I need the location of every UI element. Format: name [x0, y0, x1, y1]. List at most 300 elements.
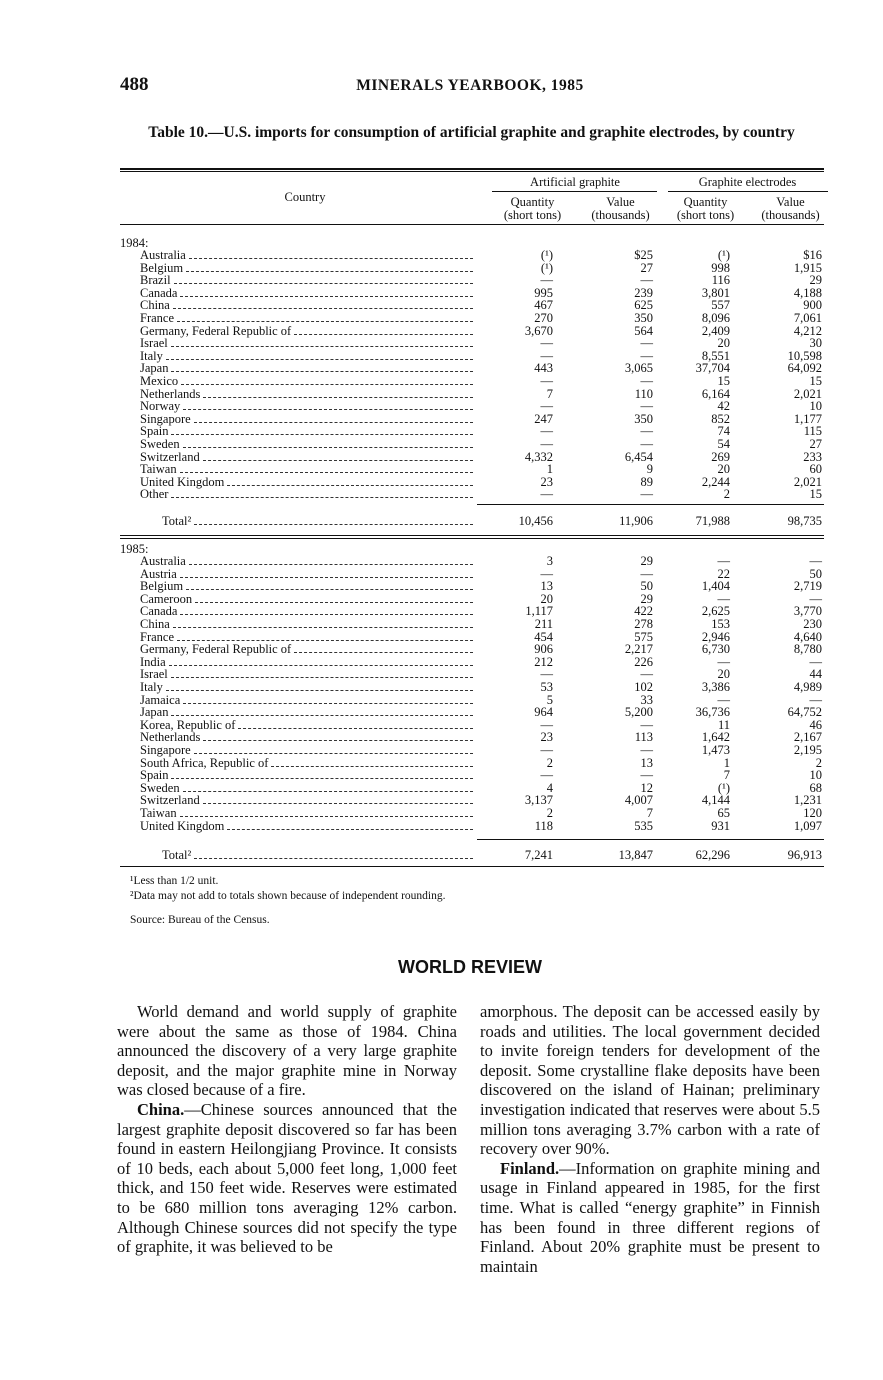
- electrodes-qty-cell: 557: [711, 298, 730, 313]
- electrodes-value-cell: 2,021: [793, 386, 822, 401]
- artificial-qty-cell: 118: [534, 818, 553, 833]
- country-name: Taiwan: [140, 462, 177, 477]
- country-name: France: [140, 629, 175, 644]
- country-name: Canada: [140, 604, 178, 619]
- leader-dots: [194, 858, 473, 859]
- paragraph: amorphous. The deposit can be accessed easily by roads and utilities. The local government decided to invite foreign tenders for development of the deposit. Some crystalline flake deposits have been discovered on the island of Hainan; preliminary investigation indicated that reserves were about 5.5 million tons averaging 3.7% carbon with a rate of recovery over 90%.: [480, 1002, 820, 1159]
- country-name: Belgium: [140, 579, 184, 594]
- leader-dots: [186, 589, 473, 590]
- leader-dots: [171, 371, 473, 372]
- table-row: [140, 807, 830, 820]
- leader-dots: [171, 778, 473, 779]
- electrodes-value-cell: 8,780: [793, 642, 822, 657]
- table-row: [140, 580, 830, 593]
- paragraph: World demand and world supply of graphite were about the same as those of 1984. China announced the discovery of a very large graphite deposit, and the major graphite mine in Norway was closed because of a fire.: [117, 1002, 457, 1100]
- electrodes-qty-cell: 1,642: [701, 730, 730, 745]
- total-rule-1984: [477, 504, 824, 505]
- col-header-country: Country: [284, 190, 326, 204]
- electrodes-value-cell: 50: [809, 566, 822, 581]
- table-row: [140, 555, 830, 568]
- leader-dots: [194, 524, 473, 525]
- electrodes-value-cell: 4,212: [793, 323, 822, 338]
- electrodes-qty-cell: 20: [717, 462, 730, 477]
- electrodes-value-cell: 1,231: [793, 793, 822, 808]
- group-underline-1: [492, 191, 657, 192]
- leader-dots: [203, 740, 473, 741]
- artificial-value-cell: 102: [634, 680, 653, 694]
- artificial-value-cell: —: [640, 717, 653, 732]
- electrodes-value-cell: 1,177: [793, 411, 822, 426]
- artificial-qty-cell: 3,670: [524, 323, 553, 338]
- electrodes-qty-cell: 74: [717, 424, 730, 439]
- total-rule-1985: [477, 839, 824, 840]
- electrodes-value-cell: 7,061: [793, 311, 822, 325]
- artificial-qty-cell: 20: [540, 591, 553, 606]
- artificial-value-cell: 575: [634, 629, 653, 644]
- year-label-1985: 1985:: [120, 542, 149, 556]
- electrodes-qty-cell: 36,736: [695, 705, 730, 720]
- val-unit: (thousands): [761, 208, 820, 222]
- electrodes-qty-cell: 2,625: [701, 604, 730, 619]
- artificial-value-cell: 9: [646, 462, 653, 477]
- leader-dots: [294, 652, 473, 653]
- paragraph-lead: China.: [137, 1099, 185, 1119]
- electrodes-value-cell: 60: [809, 462, 822, 477]
- electrodes-value-cell: 68: [809, 780, 822, 795]
- artificial-value-cell: 422: [634, 604, 653, 619]
- leader-dots: [183, 409, 473, 410]
- artificial-qty-cell: —: [540, 566, 553, 581]
- running-title: MINERALS YEARBOOK, 1985: [356, 77, 584, 94]
- electrodes-qty-cell: 71,988: [695, 514, 730, 528]
- leader-dots: [189, 258, 473, 259]
- country-name: Other: [140, 487, 169, 502]
- artificial-qty-cell: —: [540, 399, 553, 414]
- leader-dots: [173, 627, 473, 628]
- qty-label: Quantity: [510, 195, 555, 209]
- col-header-qty-2: [663, 196, 748, 222]
- leader-dots: [173, 308, 473, 309]
- table-row: [140, 274, 830, 287]
- electrodes-qty-cell: 1,473: [701, 743, 730, 757]
- electrodes-value-cell: 15: [809, 374, 822, 388]
- paragraph-body: —Chinese sources announced that the largest graphite deposit discovered so far has been found in eastern Heilongjiang Province. It consists of 10 beds, each about 5,000 feet long, 1,000 feet thick, and 150 feet wide. Reserves were estimated to be 680 million tons averaging 12% carbon. Although Chinese sources did not specify the type of graphite, it was believed to be: [117, 1099, 457, 1257]
- table-bottom-rule: [120, 866, 824, 867]
- col-group-artificial-graphite: Artificial graphite: [530, 175, 620, 189]
- country-name: United Kingdom: [140, 474, 225, 489]
- electrodes-value-cell: 1,915: [793, 260, 822, 275]
- electrodes-qty-cell: 2,946: [701, 629, 730, 644]
- source-note: Source: Bureau of the Census.: [130, 914, 270, 926]
- electrodes-qty-cell: —: [717, 591, 730, 606]
- table-row: [140, 463, 830, 476]
- artificial-value-cell: 29: [640, 591, 653, 606]
- country-name: Italy: [140, 680, 163, 694]
- leader-dots: [169, 665, 473, 666]
- country-name: United Kingdom: [140, 818, 225, 833]
- leader-dots: [238, 728, 473, 729]
- electrodes-value-cell: 2,195: [793, 743, 822, 757]
- artificial-qty-cell: (¹): [540, 248, 553, 262]
- electrodes-value-cell: 900: [803, 298, 822, 313]
- leader-dots: [271, 766, 473, 767]
- electrodes-value-cell: 4,989: [793, 680, 822, 694]
- country-name: Spain: [140, 424, 169, 439]
- artificial-value-cell: 11,906: [619, 514, 653, 528]
- electrodes-qty-cell: 2,244: [701, 474, 730, 489]
- leader-dots: [183, 791, 473, 792]
- leader-dots: [183, 703, 473, 704]
- leader-dots: [227, 485, 473, 486]
- artificial-qty-cell: —: [540, 743, 553, 757]
- artificial-value-cell: 564: [634, 323, 653, 338]
- country-name: Korea, Republic of: [140, 717, 236, 732]
- country-name: Japan: [140, 361, 169, 376]
- electrodes-value-cell: 2,167: [793, 730, 822, 745]
- country-name: Sweden: [140, 437, 180, 451]
- electrodes-qty-cell: 2: [723, 487, 730, 502]
- electrodes-value-cell: 44: [809, 667, 822, 682]
- leader-dots: [294, 334, 473, 335]
- leader-dots: [203, 460, 473, 461]
- electrodes-qty-cell: 998: [711, 260, 730, 275]
- electrodes-value-cell: —: [809, 654, 822, 669]
- year-label-1984: 1984:: [120, 236, 149, 250]
- electrodes-qty-cell: 6,164: [701, 386, 730, 401]
- artificial-value-cell: 5,200: [624, 705, 653, 720]
- country-name: Germany, Federal Republic of: [140, 642, 292, 657]
- artificial-qty-cell: 906: [534, 642, 553, 657]
- artificial-qty-cell: 995: [534, 285, 553, 300]
- leader-dots: [180, 816, 473, 817]
- electrodes-qty-cell: 3,386: [701, 680, 730, 694]
- artificial-value-cell: 6,454: [624, 449, 653, 464]
- leader-dots: [180, 472, 473, 473]
- artificial-qty-cell: 3: [546, 554, 553, 568]
- country-name: Netherlands: [140, 730, 201, 745]
- artificial-value-cell: —: [640, 437, 653, 451]
- electrodes-value-cell: 15: [809, 487, 822, 502]
- table-top-rule-2: [120, 171, 824, 172]
- country-name: Jamaica: [140, 692, 181, 707]
- artificial-qty-cell: 467: [534, 298, 553, 313]
- table-row: [140, 706, 830, 719]
- artificial-qty-cell: 964: [534, 705, 553, 720]
- electrodes-qty-cell: 11: [717, 717, 730, 732]
- leader-dots: [177, 321, 473, 322]
- artificial-value-cell: —: [640, 374, 653, 388]
- electrodes-qty-cell: —: [717, 692, 730, 707]
- leader-dots: [227, 829, 473, 830]
- table-row: [140, 337, 830, 350]
- electrodes-qty-cell: 7: [723, 768, 730, 783]
- artificial-value-cell: 12: [640, 780, 653, 795]
- val-unit: (thousands): [591, 208, 650, 222]
- qty-label: Quantity: [683, 195, 728, 209]
- leader-dots: [171, 715, 473, 716]
- artificial-qty-cell: —: [540, 336, 553, 351]
- artificial-value-cell: 535: [634, 818, 653, 833]
- leader-dots: [166, 359, 473, 360]
- leader-dots: [177, 640, 473, 641]
- text-column-left: [117, 1002, 457, 1257]
- electrodes-qty-cell: 20: [717, 336, 730, 351]
- electrodes-value-cell: 3,770: [793, 604, 822, 619]
- leader-dots: [195, 602, 473, 603]
- electrodes-value-cell: —: [809, 692, 822, 707]
- electrodes-qty-cell: 15: [717, 374, 730, 388]
- electrodes-qty-cell: 1: [723, 755, 730, 770]
- artificial-qty-cell: 7: [546, 386, 553, 401]
- electrodes-qty-cell: 54: [717, 437, 730, 451]
- electrodes-value-cell: 30: [809, 336, 822, 351]
- electrodes-value-cell: 98,735: [787, 514, 822, 528]
- country-name: China: [140, 617, 170, 631]
- section-rule-b: [120, 538, 824, 539]
- country-name: Belgium: [140, 260, 184, 275]
- table-row: [140, 488, 830, 501]
- electrodes-qty-cell: —: [717, 654, 730, 669]
- electrodes-value-cell: 2,021: [793, 474, 822, 489]
- artificial-qty-cell: 2: [546, 806, 553, 820]
- section-heading: WORLD REVIEW: [398, 957, 542, 977]
- electrodes-value-cell: 4,188: [793, 285, 822, 300]
- electrodes-qty-cell: 8,096: [701, 311, 730, 325]
- artificial-qty-cell: —: [540, 273, 553, 288]
- leader-dots: [181, 384, 473, 385]
- qty-unit: (short tons): [503, 208, 562, 222]
- artificial-value-cell: 113: [634, 730, 653, 745]
- electrodes-value-cell: 10: [809, 399, 822, 414]
- leader-dots: [171, 497, 473, 498]
- country-name: China: [140, 298, 170, 313]
- section-rule-a: [120, 535, 824, 536]
- artificial-qty-cell: —: [540, 437, 553, 451]
- electrodes-value-cell: 1,097: [793, 818, 822, 833]
- electrodes-qty-cell: 116: [711, 273, 730, 288]
- group-underline-2: [668, 191, 828, 192]
- country-name: Australia: [140, 554, 186, 568]
- country-name: Switzerland: [140, 449, 200, 464]
- electrodes-qty-cell: 153: [711, 617, 730, 631]
- leader-dots: [203, 803, 473, 804]
- electrodes-value-cell: —: [809, 591, 822, 606]
- paragraph-lead: Finland.: [500, 1158, 560, 1178]
- artificial-value-cell: —: [640, 336, 653, 351]
- electrodes-value-cell: 64,752: [787, 705, 822, 720]
- electrodes-value-cell: 233: [803, 449, 822, 464]
- artificial-qty-cell: 5: [546, 692, 553, 707]
- artificial-qty-cell: 13: [540, 579, 553, 594]
- col-header-val-2: [748, 196, 833, 222]
- artificial-value-cell: 350: [634, 311, 653, 325]
- artificial-qty-cell: 2: [546, 755, 553, 770]
- electrodes-qty-cell: 37,704: [695, 361, 730, 376]
- artificial-value-cell: 33: [640, 692, 653, 707]
- artificial-qty-cell: 270: [534, 311, 553, 325]
- artificial-qty-cell: 10,456: [518, 514, 553, 528]
- artificial-qty-cell: 4: [546, 780, 553, 795]
- electrodes-qty-cell: 6,730: [701, 642, 730, 657]
- electrodes-value-cell: 2,719: [793, 579, 822, 594]
- electrodes-value-cell: 27: [809, 437, 822, 451]
- electrodes-qty-cell: 65: [717, 806, 730, 820]
- country-name: Japan: [140, 705, 169, 720]
- country-name: Netherlands: [140, 386, 201, 401]
- table-top-rule: [120, 168, 824, 170]
- table-row: [140, 249, 830, 262]
- artificial-value-cell: 226: [634, 654, 653, 669]
- artificial-value-cell: —: [640, 273, 653, 288]
- country-name: Italy: [140, 348, 163, 363]
- electrodes-value-cell: $16: [803, 248, 822, 262]
- leader-dots: [174, 283, 473, 284]
- artificial-qty-cell: 211: [534, 617, 553, 631]
- artificial-qty-cell: 23: [540, 730, 553, 745]
- table-row: [140, 820, 830, 833]
- artificial-qty-cell: —: [540, 487, 553, 502]
- electrodes-qty-cell: 62,296: [695, 848, 730, 862]
- artificial-value-cell: —: [640, 399, 653, 414]
- country-name: Austria: [140, 566, 177, 581]
- val-label: Value: [776, 195, 805, 209]
- artificial-value-cell: —: [640, 348, 653, 363]
- artificial-value-cell: 7: [646, 806, 653, 820]
- country-name: Canada: [140, 285, 178, 300]
- paragraph-china: [117, 1100, 457, 1257]
- table-row: [140, 769, 830, 782]
- artificial-value-cell: 3,065: [624, 361, 653, 376]
- country-name: France: [140, 311, 175, 325]
- electrodes-value-cell: 115: [803, 424, 822, 439]
- paragraph-finland: [480, 1159, 820, 1277]
- artificial-value-cell: —: [640, 487, 653, 502]
- artificial-qty-cell: —: [540, 424, 553, 439]
- electrodes-qty-cell: 3,801: [701, 285, 730, 300]
- leader-dots: [180, 614, 473, 615]
- electrodes-value-cell: 96,913: [787, 848, 822, 862]
- electrodes-value-cell: 29: [809, 273, 822, 288]
- total-label: Total²: [162, 848, 192, 862]
- artificial-qty-cell: 212: [534, 654, 553, 669]
- table-row: [140, 312, 830, 325]
- electrodes-value-cell: 64,092: [787, 361, 822, 376]
- text-column-right: [480, 1002, 820, 1276]
- leader-dots: [180, 577, 473, 578]
- artificial-value-cell: 2,217: [624, 642, 653, 657]
- country-name: Israel: [140, 667, 168, 682]
- table-row: [140, 681, 830, 694]
- table-row: [140, 744, 830, 757]
- artificial-value-cell: —: [640, 667, 653, 682]
- col-group-graphite-electrodes: Graphite electrodes: [698, 175, 797, 189]
- artificial-qty-cell: 23: [540, 474, 553, 489]
- electrodes-value-cell: 120: [803, 806, 822, 820]
- leader-dots: [194, 753, 473, 754]
- artificial-qty-cell: —: [540, 348, 553, 363]
- electrodes-qty-cell: 1,404: [701, 579, 730, 594]
- leader-dots: [183, 447, 473, 448]
- artificial-value-cell: 27: [640, 260, 653, 275]
- electrodes-qty-cell: —: [717, 554, 730, 568]
- country-name: Taiwan: [140, 806, 177, 820]
- leader-dots: [203, 397, 473, 398]
- table-row: [140, 643, 830, 656]
- artificial-qty-cell: 7,241: [524, 848, 553, 862]
- artificial-qty-cell: 1,117: [525, 604, 553, 619]
- leader-dots: [171, 677, 473, 678]
- artificial-value-cell: 110: [634, 386, 653, 401]
- val-label: Value: [606, 195, 635, 209]
- table-title: Table 10.—U.S. imports for consumption of artificial graphite and graphite electrodes, by country: [148, 124, 795, 141]
- header-bottom-rule: [120, 224, 824, 225]
- artificial-value-cell: 50: [640, 579, 653, 594]
- leader-dots: [166, 690, 473, 691]
- electrodes-qty-cell: (¹): [717, 248, 730, 262]
- artificial-qty-cell: 1: [546, 462, 553, 477]
- artificial-qty-cell: 3,137: [524, 793, 553, 808]
- artificial-value-cell: —: [640, 566, 653, 581]
- electrodes-qty-cell: 2,409: [701, 323, 730, 338]
- leader-dots: [189, 564, 473, 565]
- artificial-qty-cell: —: [540, 667, 553, 682]
- page-number: 488: [120, 74, 149, 95]
- table-row: [140, 375, 830, 388]
- country-name: Norway: [140, 399, 181, 414]
- electrodes-value-cell: 10,598: [787, 348, 822, 363]
- artificial-value-cell: 13: [640, 755, 653, 770]
- electrodes-qty-cell: 42: [717, 399, 730, 414]
- artificial-value-cell: 239: [634, 285, 653, 300]
- electrodes-qty-cell: 269: [711, 449, 730, 464]
- electrodes-value-cell: 4,640: [793, 629, 822, 644]
- footnote-2: ²Data may not add to totals shown because of independent rounding.: [130, 890, 446, 902]
- artificial-value-cell: —: [640, 743, 653, 757]
- artificial-qty-cell: 53: [540, 680, 553, 694]
- footnote-1: ¹Less than 1/2 unit.: [130, 875, 219, 887]
- artificial-qty-cell: —: [540, 768, 553, 783]
- artificial-value-cell: —: [640, 768, 653, 783]
- leader-dots: [194, 422, 473, 423]
- country-name: Singapore: [140, 743, 191, 757]
- total-label: Total²: [162, 514, 192, 528]
- country-name: South Africa, Republic of: [140, 755, 269, 770]
- paragraph-body: —Information on graphite mining and usage in Finland appeared in 1985, for the first time. What is called “energy graphite” in Finnish has been found in three different regions of Finland. About 20% graphite must be present to maintain: [480, 1158, 820, 1276]
- country-name: Mexico: [140, 374, 179, 388]
- electrodes-value-cell: —: [809, 554, 822, 568]
- country-name: Switzerland: [140, 793, 200, 808]
- artificial-qty-cell: 4,332: [524, 449, 553, 464]
- electrodes-value-cell: 230: [803, 617, 822, 631]
- electrodes-qty-cell: 20: [717, 667, 730, 682]
- col-header-val-1: [578, 196, 663, 222]
- electrodes-qty-cell: (¹): [717, 780, 730, 795]
- artificial-qty-cell: —: [540, 374, 553, 388]
- country-name: Cameroon: [140, 591, 193, 606]
- table-row: [140, 400, 830, 413]
- table-row: [140, 438, 830, 451]
- country-name: Singapore: [140, 411, 191, 426]
- artificial-qty-cell: (¹): [540, 260, 553, 275]
- electrodes-value-cell: 10: [809, 768, 822, 783]
- col-header-qty-1: [490, 196, 575, 222]
- total-row: [162, 849, 852, 863]
- leader-dots: [180, 296, 473, 297]
- artificial-value-cell: 278: [634, 617, 653, 631]
- qty-unit: (short tons): [676, 208, 735, 222]
- artificial-value-cell: 13,847: [618, 848, 653, 862]
- total-row: [162, 515, 852, 529]
